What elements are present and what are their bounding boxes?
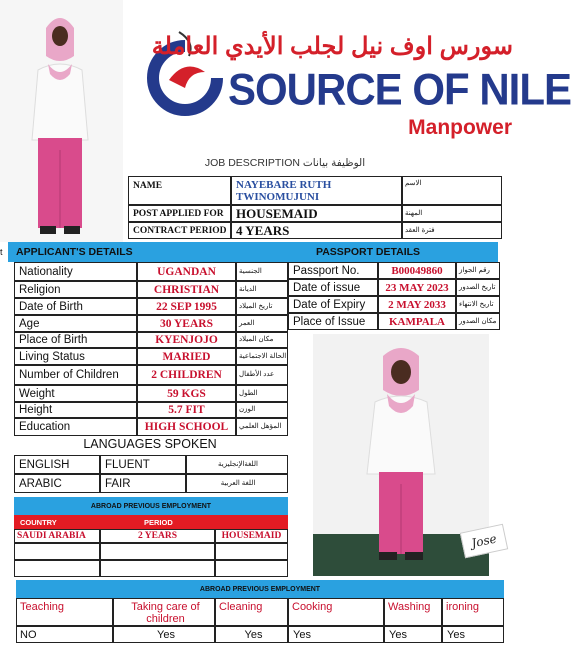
applicant-row-label: Weight bbox=[14, 385, 137, 402]
applicant-row-arabic: العمر bbox=[236, 315, 288, 332]
skill-header: Cleaning bbox=[215, 598, 288, 626]
contract-value: 4 YEARS bbox=[231, 222, 402, 239]
passport-row-value: 2 MAY 2033 bbox=[378, 296, 456, 313]
abroad-empty-cell bbox=[100, 560, 215, 577]
applicant-row-value: HIGH SCHOOL bbox=[137, 418, 236, 436]
abroad-empty-cell bbox=[100, 543, 215, 560]
language-level: FAIR bbox=[100, 474, 186, 493]
signature-text: Jose bbox=[470, 531, 498, 551]
applicant-row-label: Number of Children bbox=[14, 365, 137, 385]
abroad-empty-cell bbox=[14, 543, 100, 560]
applicant-row-value: 2 CHILDREN bbox=[137, 365, 236, 385]
applicant-row-value: MARIED bbox=[137, 348, 236, 365]
skill-header: Taking care of children bbox=[113, 598, 215, 626]
abroad-period: 2 YEARS bbox=[100, 529, 215, 543]
applicant-row-label: Age bbox=[14, 315, 137, 332]
passport-row-value: KAMPALA bbox=[378, 313, 456, 330]
language-level: FLUENT bbox=[100, 455, 186, 474]
left-margin-char: t bbox=[0, 247, 3, 257]
skill-value: Yes bbox=[442, 626, 504, 643]
applicant-row-value: 5.7 FIT bbox=[137, 402, 236, 418]
passport-row-label: Place of Issue bbox=[288, 313, 378, 330]
applicant-row-arabic: الطول bbox=[236, 385, 288, 402]
language-name: ARABIC bbox=[14, 474, 100, 493]
applicant-row-value: 30 YEARS bbox=[137, 315, 236, 332]
company-arabic-name: سورس اوف نيل لجلب الأيدي العاملة bbox=[151, 33, 513, 60]
passport-row-label: Date of issue bbox=[288, 279, 378, 296]
applicant-row-label: Height bbox=[14, 402, 137, 418]
abroad-position: HOUSEMAID bbox=[215, 529, 288, 543]
language-arabic: اللغة العربية bbox=[186, 474, 288, 493]
company-brand-sub: Manpower bbox=[408, 116, 512, 139]
abroad-employment-header bbox=[14, 497, 288, 515]
abroad-country: SAUDI ARABIA bbox=[14, 529, 100, 543]
applicant-row-arabic: الحالة الاجتماعية bbox=[236, 348, 288, 365]
applicant-row-label: Date of Birth bbox=[14, 298, 137, 315]
abroad-empty-cell bbox=[215, 543, 288, 560]
passport-row-arabic: تاريخ الصدور bbox=[456, 279, 500, 296]
skill-header: Cooking bbox=[288, 598, 384, 626]
applicant-row-arabic: عدد الأطفال bbox=[236, 365, 288, 385]
applicant-row-arabic: تاريخ الميلاد bbox=[236, 298, 288, 315]
skill-value: Yes bbox=[215, 626, 288, 643]
applicant-details-title: APPLICANT'S DETAILS bbox=[16, 246, 133, 258]
applicant-row-label: Religion bbox=[14, 281, 137, 298]
post-label: POST APPLIED FOR bbox=[128, 205, 231, 222]
passport-row-arabic: تاريخ الانتهاء bbox=[456, 296, 500, 313]
applicant-row-arabic: مكان الميلاد bbox=[236, 332, 288, 348]
skill-value: Yes bbox=[288, 626, 384, 643]
passport-row-value: 23 MAY 2023 bbox=[378, 279, 456, 296]
abroad-country-header: COUNTRY bbox=[20, 518, 57, 527]
post-arabic: المهنة bbox=[402, 205, 502, 222]
contract-arabic: فترة العقد bbox=[402, 222, 502, 239]
applicant-details-header bbox=[8, 242, 498, 262]
passport-row-arabic: رقم الجواز bbox=[456, 262, 500, 279]
name-arabic: الاسم bbox=[402, 176, 502, 205]
applicant-row-value: UGANDAN bbox=[137, 262, 236, 281]
abroad-employment-title: ABROAD PREVIOUS EMPLOYMENT bbox=[90, 502, 212, 510]
applicant-photo-small bbox=[0, 0, 123, 242]
job-description-title: JOB DESCRIPTION الوظيفة بيانات bbox=[204, 157, 366, 169]
abroad-columns-header bbox=[14, 515, 288, 529]
passport-row-value: B00049860 bbox=[378, 262, 456, 279]
applicant-row-arabic: الديانة bbox=[236, 281, 288, 298]
passport-row-arabic: مكان الصدور bbox=[456, 313, 500, 330]
applicant-row-arabic: الوزن bbox=[236, 402, 288, 418]
post-value: HOUSEMAID bbox=[231, 205, 402, 222]
language-arabic: اللغةالإنجليزية bbox=[186, 455, 288, 474]
applicant-row-label: Education bbox=[14, 418, 137, 436]
passport-row-label: Date of Expiry bbox=[288, 296, 378, 313]
skill-value: NO bbox=[16, 626, 113, 643]
skills-title: ABROAD PREVIOUS EMPLOYMENT bbox=[199, 585, 321, 593]
applicant-row-label: Nationality bbox=[14, 262, 137, 281]
applicant-row-value: 59 KGS bbox=[137, 385, 236, 402]
person-figure bbox=[0, 0, 123, 242]
skill-header: ironing bbox=[442, 598, 504, 626]
company-brand-name: SOURCE OF NILE bbox=[228, 64, 571, 115]
applicant-row-value: KYENJOJO bbox=[137, 332, 236, 348]
languages-title: LANGUAGES SPOKEN bbox=[83, 437, 217, 451]
abroad-period-header: PERIOD bbox=[144, 518, 173, 527]
abroad-empty-cell bbox=[14, 560, 100, 577]
applicant-row-value: CHRISTIAN bbox=[137, 281, 236, 298]
passport-details-title: PASSPORT DETAILS bbox=[316, 246, 421, 258]
skill-value: Yes bbox=[384, 626, 442, 643]
abroad-empty-cell bbox=[215, 560, 288, 577]
skill-header: Washing bbox=[384, 598, 442, 626]
applicant-row-arabic: الجنسية bbox=[236, 262, 288, 281]
skills-header bbox=[16, 580, 504, 598]
language-name: ENGLISH bbox=[14, 455, 100, 474]
applicant-row-value: 22 SEP 1995 bbox=[137, 298, 236, 315]
name-value: NAYEBARE RUTH TWINOMUJUNI bbox=[231, 176, 402, 205]
skill-header: Teaching bbox=[16, 598, 113, 626]
applicant-row-label: Place of Birth bbox=[14, 332, 137, 348]
skill-value: Yes bbox=[113, 626, 215, 643]
passport-row-label: Passport No. bbox=[288, 262, 378, 279]
applicant-row-arabic: المؤهل العلمي bbox=[236, 418, 288, 436]
contract-label: CONTRACT PERIOD bbox=[128, 222, 231, 239]
name-label: NAME bbox=[128, 176, 231, 205]
applicant-row-label: Living Status bbox=[14, 348, 137, 365]
